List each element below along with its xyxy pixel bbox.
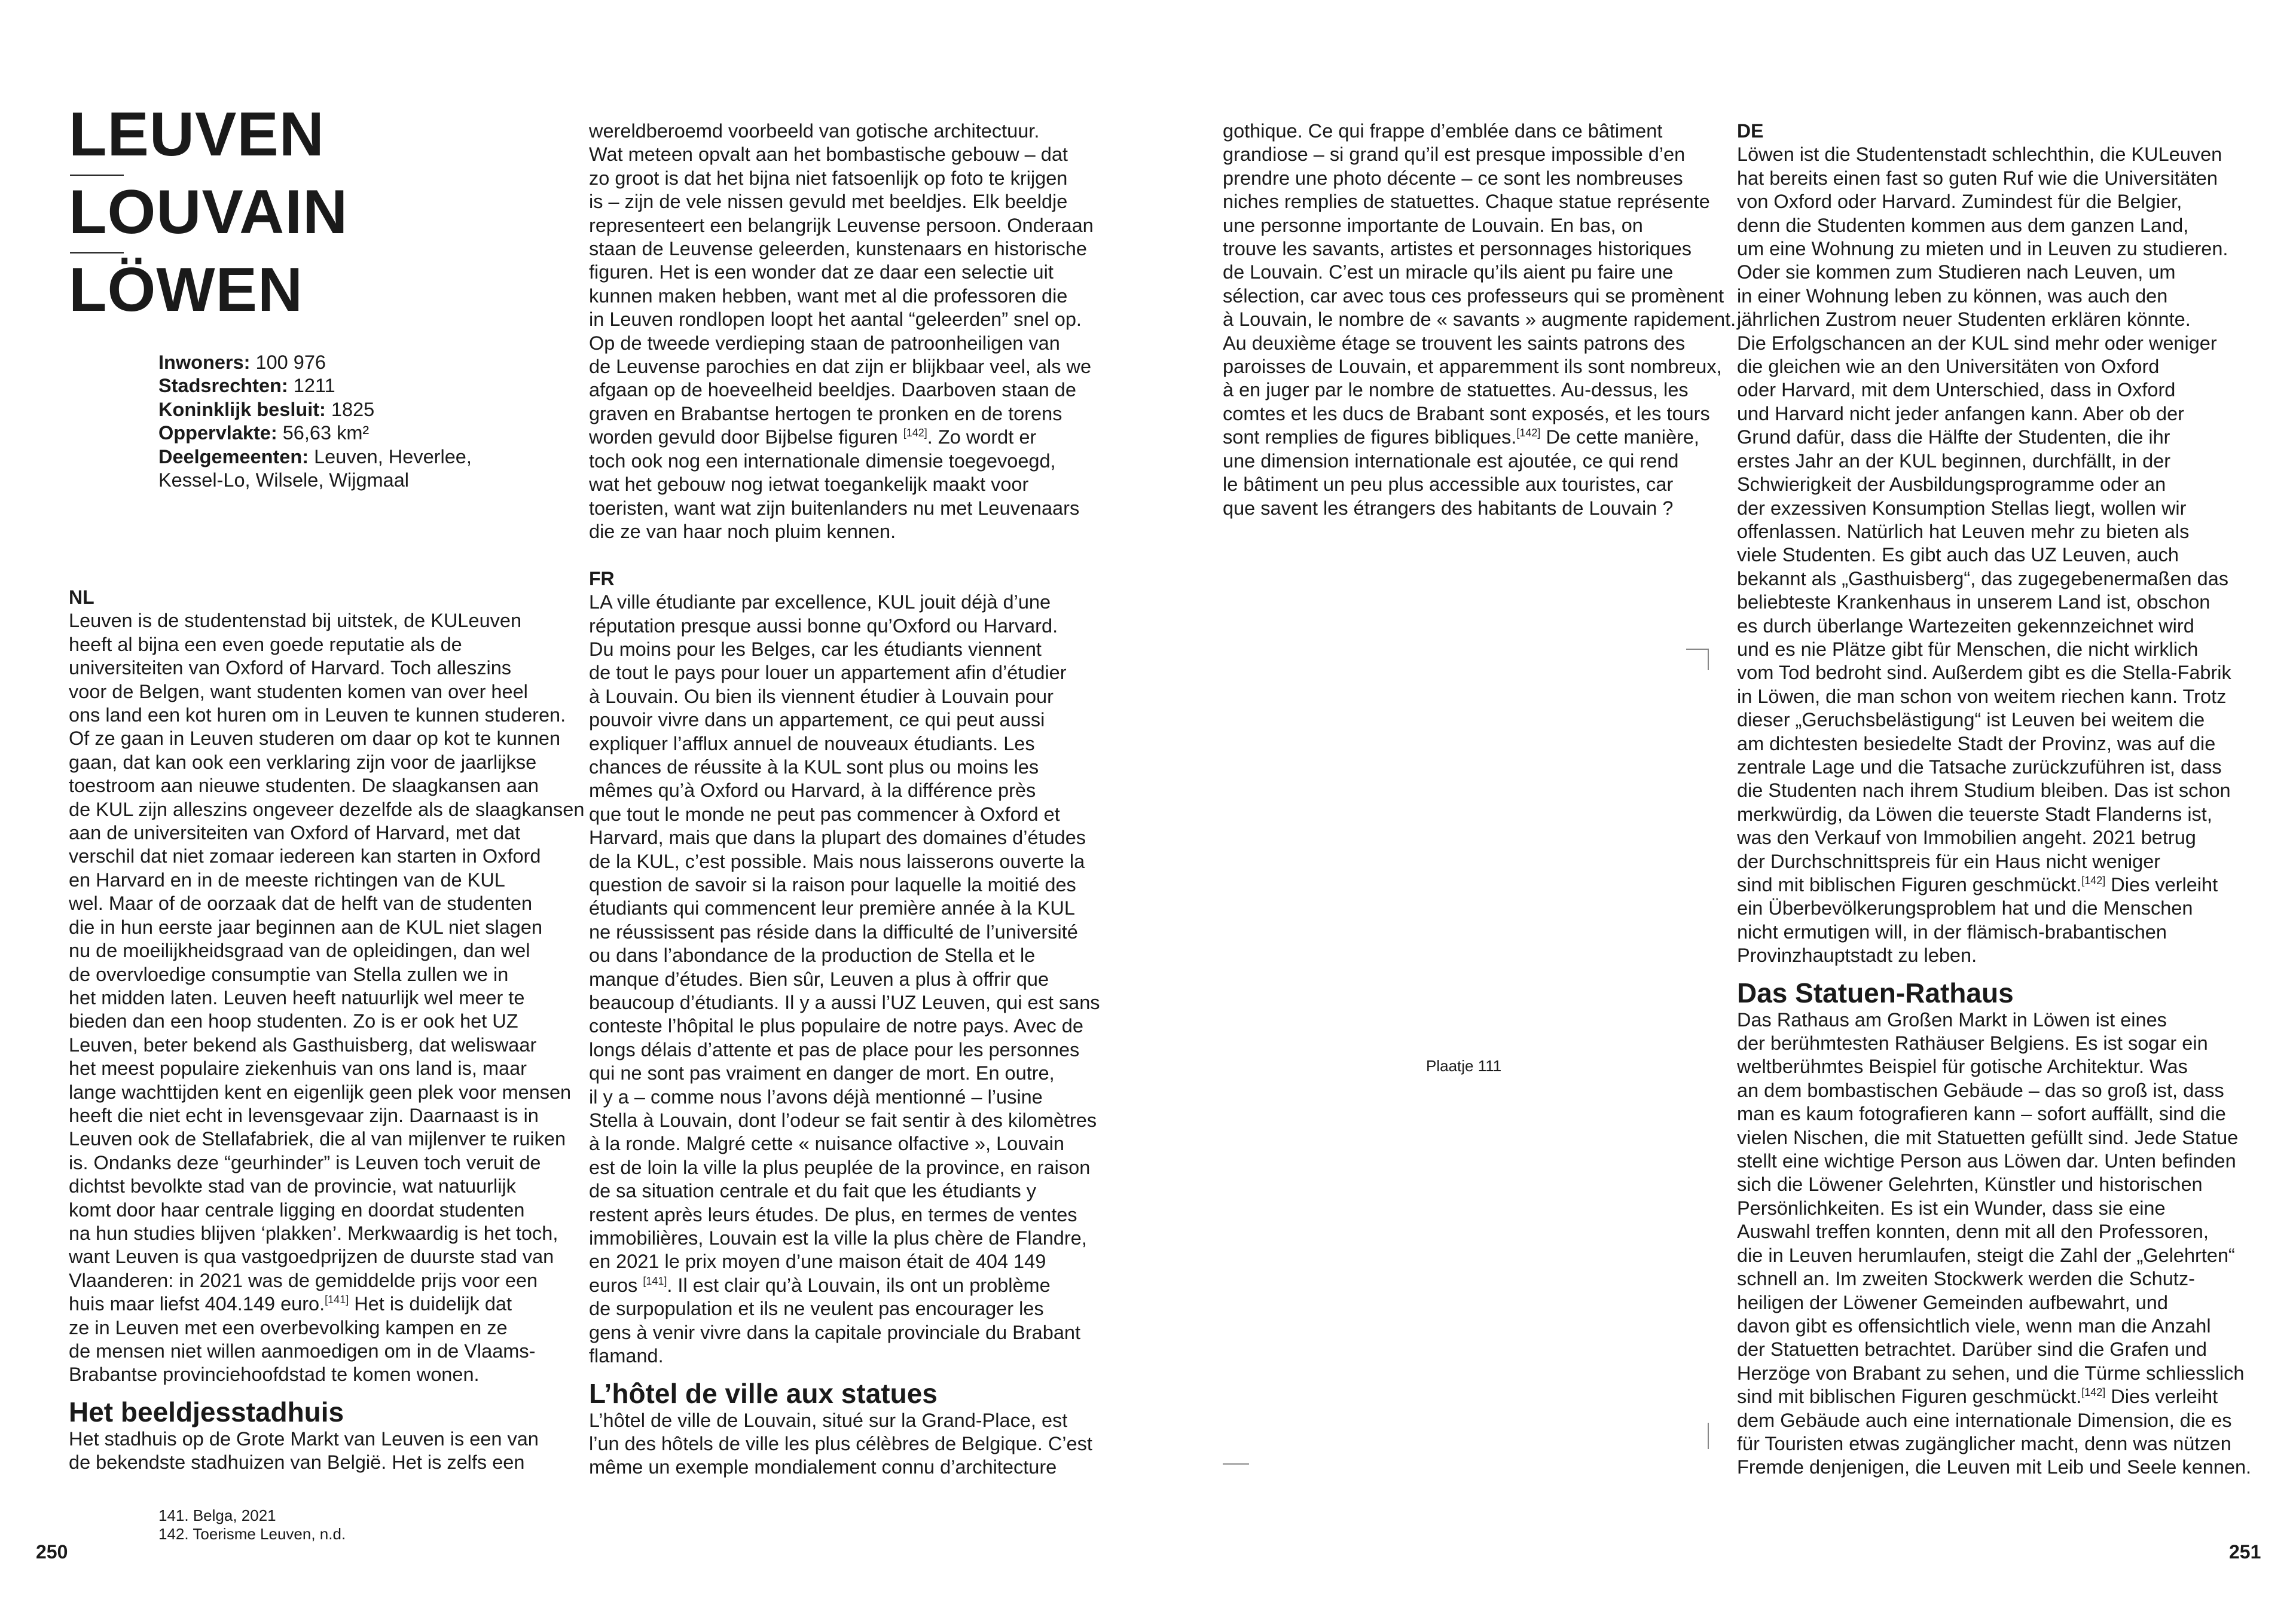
text-line: gaan, dat kan ook een verklaring zijn voor de jaarlijkse	[69, 751, 537, 773]
text-line: hat bereits einen fast so guten Ruf wie die Universitäten	[1737, 167, 2218, 189]
text-line: ons land een kot huren om in Leuven te kunnen studeren.	[69, 704, 566, 726]
text-line: sich die Löwener Gelehrten, Künstler und historischen	[1737, 1173, 2203, 1196]
text-line: Of ze gaan in Leuven studeren om daar op kot te kunnen	[69, 728, 561, 750]
de-body-end	[1737, 897, 2251, 967]
text-line: grandiose – si grand qu’il est presque impossible d’en	[1223, 143, 1686, 166]
text-line: kunnen maken hebben, want met al die professoren die	[589, 285, 1068, 307]
fr-body	[589, 591, 1100, 1274]
text-line: une personne importante de Louvain. En bas, on	[1223, 214, 1643, 236]
text-line: in Löwen, die man schon von weitem riechen kann. Trotz	[1737, 685, 2227, 707]
text-line: dieser „Geruchsbelästigung“ ist Leuven bei weitem die	[1737, 709, 2205, 731]
text-line: de bekendste stadhuizen van België. Het is zelfs een	[69, 1451, 525, 1474]
text-line: de overvloedige consumptie van Stella zullen we in	[69, 963, 509, 985]
text-line: beaucoup d’étudiants. Il y a aussi l’UZ Leuven, qui est sans	[589, 992, 1100, 1014]
text-line: zentrale Lage und die Tatsache zurückzuführen ist, dass	[1737, 756, 2222, 778]
text-line: want Leuven is qua vastgoedprijzen de duurste stad van	[69, 1246, 554, 1268]
text-line: man es kaum fotografieren kann – sofort auffällt, sind die	[1737, 1103, 2226, 1125]
nl-heading-body	[69, 1428, 584, 1475]
text-line: pouvoir vivre dans un appartement, ce qui peut aussi	[589, 709, 1045, 731]
de-heading-end	[1737, 1409, 2251, 1480]
text-line: une dimension internationale est ajoutée, ce qui rend	[1223, 450, 1679, 472]
text-line: en 2021 le prix moyen d’une maison était de 404 149	[589, 1251, 1046, 1273]
text-line: am dichtesten besiedelte Stadt der Provinz, was auf die	[1737, 732, 2216, 754]
text-line: offenlassen. Natürlich hat Leuven mehr zu bieten als	[1737, 520, 2190, 542]
text-line: trouve les savants, artistes et personnages historiques	[1223, 238, 1692, 260]
text-line: voor de Belgen, want studenten komen van over heel	[69, 680, 528, 702]
text-line: der exzessiven Konsumption Stellas liegt, wollen wir	[1737, 497, 2187, 519]
page-number-right: 251	[2229, 1541, 2261, 1563]
text-line: mêmes qu’à Oxford ou Harvard, à la différence près	[589, 780, 1036, 802]
text-line: à en juger par le nombre de statuettes. Au-dessus, les	[1223, 379, 1689, 401]
text-line: Schwierigkeit der Ausbildungsprogramme oder an	[1737, 473, 2166, 496]
de-body-line: sind mit biblischen Figuren geschmückt.[142] Dies verleiht	[1737, 874, 2218, 895]
text-line: Du moins pour les Belges, car les étudiants viennent	[589, 638, 1042, 660]
lang-label-de: DE	[1737, 120, 1764, 142]
text-line: aan de universiteiten van Oxford of Harvard, met dat	[69, 822, 521, 844]
text-line: ein Überbevölkerungsproblem hat und die Menschen	[1737, 897, 2193, 919]
text-line: Au deuxième étage se trouvent les saints patrons des	[1223, 332, 1686, 354]
text-line: jährlichen Zustrom neuer Studenten erklären könnte.	[1737, 308, 2191, 331]
text-line: die in Leuven herumlaufen, steigt die Zahl der „Gelehrten“	[1737, 1244, 2235, 1266]
city-facts	[158, 351, 472, 492]
page-number-left: 250	[36, 1541, 68, 1563]
text-line: LA ville étudiante par excellence, KUL jouit déjà d’une	[589, 591, 1051, 613]
text-line: der berühmtesten Rathäuser Belgiens. Es ist sogar ein	[1737, 1032, 2208, 1055]
text-line: Stella à Louvain, dont l’odeur se fait sentir à des kilomètres	[589, 1109, 1097, 1132]
text-line: à Louvain, le nombre de « savants » augmente rapidement.	[1223, 308, 1736, 331]
text-line: in einer Wohnung leben zu können, was auch den	[1737, 285, 2168, 307]
text-line: figuren. Het is een wonder dat ze daar een selectie uit	[589, 261, 1054, 283]
fr2-body-end	[1223, 450, 1736, 520]
text-line: der Durchschnittspreis für ein Haus nicht weniger	[1737, 850, 2161, 872]
text-line: bieden dan een hoop studenten. Zo is er ook het UZ	[69, 1010, 518, 1032]
image-crop-mark	[1686, 649, 1708, 650]
text-line: dichtst bevolkte stad van de provincie, wat natuurlijk	[69, 1175, 516, 1197]
de-heading-body	[1737, 1008, 2251, 1386]
de-heading-line: sind mit biblischen Figuren geschmückt.[142] Dies verleiht	[1737, 1386, 2218, 1408]
text-line: toch ook nog een internationale dimensie toegevoegd,	[589, 450, 1056, 472]
nl2-body-end	[589, 450, 1100, 544]
text-line: Provinzhauptstadt zu leben.	[1737, 945, 1977, 967]
text-line: restent après leurs études. De plus, en termes de ventes	[589, 1203, 1077, 1225]
text-line: de la KUL, c’est possible. Mais nous laisserons ouverte la	[589, 850, 1085, 872]
text-line: gothique. Ce qui frappe d’emblée dans ce bâtiment	[1223, 120, 1663, 142]
text-line: de tout le pays pour louer un appartement afin d’étudier	[589, 662, 1067, 684]
text-line: longs délais d’attente et pas de place pour les personnes	[589, 1038, 1080, 1060]
text-line: Wat meteen opvalt aan het bombastische gebouw – dat	[589, 143, 1068, 166]
text-line: Het stadhuis op de Grote Markt van Leuven is een van	[69, 1428, 539, 1450]
text-line: paroisses de Louvain, et apparemment ils sont nombreux,	[1223, 356, 1722, 378]
nl-body	[69, 609, 584, 1292]
text-line: L’hôtel de ville de Louvain, situé sur la Grand-Place, est	[589, 1409, 1068, 1431]
title-louvain: LOUVAIN	[69, 178, 349, 247]
footnotes	[158, 1506, 346, 1543]
heading-fr: L’hôtel de ville aux statues	[589, 1377, 938, 1409]
text-line: ze in Leuven met een overbevolking kampen en ze	[69, 1316, 508, 1338]
text-line: Herzöge von Brabant zu sehen, und die Türme schliesslich	[1737, 1362, 2245, 1384]
text-line: vom Tod bedroht sind. Außerdem gibt es die Stella-Fabrik	[1737, 662, 2231, 684]
text-line: toestroom aan nieuwe studenten. De slaagkansen aan	[69, 775, 539, 797]
text-line: l’un des hôtels de ville les plus célèbres de Belgique. C’est	[589, 1432, 1092, 1454]
text-line: chances de réussite à la KUL sont plus ou moins les	[589, 756, 1039, 778]
title-rule-2	[70, 252, 124, 253]
fr-body-line: euros [141]. Il est clair qu’à Louvain, ils ont un problème	[589, 1274, 1051, 1296]
text-line: ne réussissent pas réside dans la difficulté de l’université	[589, 921, 1078, 943]
text-line: réputation presque aussi bonne qu’Oxford ou Harvard.	[589, 615, 1058, 637]
text-line: Persönlichkeiten. Es ist ein Wunder, dass sie eine	[1737, 1197, 2166, 1219]
text-line: is. Ondanks deze “geurhinder” is Leuven toch veruit de	[69, 1151, 541, 1173]
fact-row: Deelgemeenten: Leuven, Heverlee,	[158, 445, 472, 467]
fact-row: Inwoners: 100 976	[158, 352, 326, 373]
text-line: nu de moeilijkheidsgraad van de opleidingen, dan wel	[69, 940, 530, 962]
text-line: Oder sie kommen zum Studieren nach Leuven, um	[1737, 261, 2176, 283]
text-line: niches remplies de statuettes. Chaque statue représente	[1223, 191, 1710, 213]
footnote: 142. Toerisme Leuven, n.d.	[158, 1525, 346, 1543]
text-line: an dem bombastischen Gebäude – das so groß ist, dass	[1737, 1079, 2224, 1101]
text-line: zo groot is dat het bijna niet fatsoenlijk op foto te krijgen	[589, 167, 1068, 189]
text-line: representeert een belangrijk Leuvense persoon. Onderaan	[589, 214, 1094, 236]
text-line: lange wachttijden kent en eigenlijk geen plek voor mensen	[69, 1081, 572, 1103]
text-line: und Harvard nicht jeder anfangen kann. Aber ob der	[1737, 402, 2185, 424]
text-line: ou dans l’abondance de la production de Stella et le	[589, 945, 1036, 967]
text-line: toeristen, want wat zijn buitenlanders nu met Leuvenaars	[589, 497, 1080, 519]
text-line: die gleichen wie an den Universitäten von Oxford	[1737, 356, 2160, 378]
text-line: Leuven ook de Stellafabriek, die al van mijlenver te ruiken	[69, 1128, 566, 1150]
text-line: heiligen der Löwener Gemeinden aufbewahrt, und	[1737, 1291, 2168, 1313]
text-line: Vlaanderen: in 2021 was de gemiddelde prijs voor een	[69, 1269, 538, 1291]
text-line: universiteiten van Oxford of Harvard. Toch alleszins	[69, 657, 512, 679]
text-line: die ze van haar noch pluim kennen.	[589, 520, 896, 542]
text-line: Auswahl treffen konnten, denn mit all den Professoren,	[1737, 1221, 2209, 1243]
text-line: Leuven, beter bekend als Gasthuisberg, dat weliswaar	[69, 1034, 537, 1056]
text-line: komt door haar centrale ligging en doordat studenten	[69, 1199, 525, 1221]
text-line: que savent les étrangers des habitants de Louvain ?	[1223, 497, 1674, 519]
fr2-body	[1223, 120, 1736, 426]
text-line: was den Verkauf von Immobilien angeht. 2021 betrug	[1737, 827, 2196, 849]
text-line: schnell an. Im zweiten Stockwerk werden die Schutz-	[1737, 1268, 2195, 1290]
text-line: comtes et les ducs de Brabant sont exposés, et les tours	[1223, 402, 1710, 424]
text-line: de surpopulation et ils ne veulent pas encourager les	[589, 1298, 1044, 1320]
text-line: en Harvard en in de meeste richtingen van de KUL	[69, 869, 505, 891]
nl-body-line: huis maar liefst 404.149 euro.[141] Het is duidelijk dat	[69, 1293, 512, 1315]
text-line: Grund dafür, dass die Hälfte der Studenten, die ihr	[1737, 426, 2170, 448]
text-line: und es nie Plätze gibt für Menschen, die nicht wirklich	[1737, 638, 2199, 660]
text-line: es durch überlange Wartezeiten gekennzeichnet wird	[1737, 615, 2194, 637]
text-line: vielen Nischen, die mit Statuetten gefüllt sind. Jede Statue	[1737, 1126, 2239, 1148]
column-nl-fr	[589, 120, 1100, 1480]
text-line: erstes Jahr an der KUL beginnen, durchfällt, in der	[1737, 450, 2171, 472]
text-line: davon gibt es offensichtlich viele, wenn man die Anzahl	[1737, 1315, 2211, 1337]
text-line: oder Harvard, mit dem Unterschied, dass in Oxford	[1737, 379, 2176, 401]
nl-body-end	[69, 1316, 584, 1387]
text-line: conteste l’hôpital le plus populaire de notre pays. Avec de	[589, 1015, 1083, 1037]
text-line: Das Rathaus am Großen Markt in Löwen ist eines	[1737, 1008, 2167, 1031]
text-line: is – zijn de vele nissen gevuld met beeldjes. Elk beeldje	[589, 191, 1068, 213]
text-line: à Louvain. Ou bien ils viennent étudier à Louvain pour	[589, 685, 1054, 707]
text-line: um eine Wohnung zu mieten und in Leuven zu studieren.	[1737, 238, 2228, 260]
text-line: die in hun eerste jaar beginnen aan de KUL niet slagen	[69, 916, 543, 938]
text-line: question de savoir si la raison pour laquelle la moitié des	[589, 873, 1076, 895]
text-line: de sa situation centrale et du fait que les étudiants y	[589, 1180, 1036, 1202]
text-line: denn die Studenten kommen aus dem ganzen Land,	[1737, 214, 2189, 236]
text-line: merkwürdig, da Löwen die teuerste Stadt Flanderns ist,	[1737, 803, 2212, 825]
fact-row-cont: Kessel-Lo, Wilsele, Wijgmaal	[158, 469, 410, 491]
text-line: Brabantse provinciehoofdstad te komen wonen.	[69, 1364, 480, 1386]
column-nl	[69, 586, 584, 1475]
text-line: que tout le monde ne peut pas commencer à Oxford et	[589, 803, 1060, 825]
fact-row: Koninklijk besluit: 1825	[158, 398, 375, 420]
text-line: qui ne sont pas vraiment en danger de mort. En outre,	[589, 1062, 1055, 1084]
heading-nl: Het beeldjesstadhuis	[69, 1396, 344, 1428]
image-crop-mark	[1223, 1463, 1249, 1465]
fr-body-end	[589, 1297, 1100, 1368]
lang-label-nl: NL	[69, 586, 94, 608]
text-line: Leuven is de studentenstad bij uitstek, de KULeuven	[69, 610, 522, 632]
text-line: wat het gebouw nog ietwat toegankelijk maakt voor	[589, 473, 1029, 496]
text-line: Fremde denjenigen, die Leuven mit Leib und Seele kennen.	[1737, 1456, 2252, 1478]
text-line: même un exemple mondialement connu d’architecture	[589, 1456, 1057, 1478]
text-line: immobilières, Louvain est la ville la plus chère de Flandre,	[589, 1227, 1087, 1249]
text-line: étudiants qui commencent leur première année à la KUL	[589, 897, 1075, 919]
title-rule-1	[70, 175, 124, 176]
nl2-body	[589, 120, 1100, 426]
text-line: de mensen niet willen aanmoedigen om in de Vlaams-	[69, 1340, 536, 1362]
column-fr-cont	[1223, 120, 1736, 520]
text-line: wereldberoemd voorbeeld van gotische architectuur.	[589, 120, 1040, 142]
text-line: stellt eine wichtige Person aus Löwen dar. Unten befinden	[1737, 1150, 2236, 1172]
text-line: prendre une photo décente – ce sont les nombreuses	[1223, 167, 1683, 189]
text-line: de Louvain. C’est un miracle qu’ils aient pu faire une	[1223, 261, 1674, 283]
text-line: dem Gebäude auch eine internationale Dimension, die es	[1737, 1409, 2232, 1431]
text-line: heeft al bijna een even goede reputatie als de	[69, 633, 462, 655]
fact-row: Stadsrechten: 1211	[158, 375, 335, 397]
text-line: manque d’études. Bien sûr, Leuven a plus à offrir que	[589, 968, 1049, 990]
text-line: von Oxford oder Harvard. Zumindest für die Belgier,	[1737, 191, 2182, 213]
text-line: die Studenten nach ihrem Studium bleiben. Das ist schon	[1737, 780, 2231, 802]
text-line: het meest populaire ziekenhuis van ons land is, maar	[69, 1057, 527, 1080]
text-line: graven en Brabantse hertogen te pronken en de torens	[589, 402, 1062, 424]
heading-de: Das Statuen-Rathaus	[1737, 977, 2014, 1008]
text-line: Harvard, mais que dans la plupart des domaines d’études	[589, 827, 1086, 849]
text-line: bekannt als „Gasthuisberg“, das zugegebenermaßen das	[1737, 567, 2229, 589]
image-caption: Plaatje 111	[1426, 1057, 1502, 1075]
text-line: heeft die niet echt in levensgevaar zijn. Daarnaast is in	[69, 1104, 539, 1126]
fr-heading-body	[589, 1409, 1100, 1480]
text-line: expliquer l’afflux annuel de nouveaux étudiants. Les	[589, 732, 1035, 754]
text-line: le bâtiment un peu plus accessible aux touristes, car	[1223, 473, 1674, 496]
text-line: der Statuetten betrachtet. Darüber sind die Grafen und	[1737, 1338, 2207, 1361]
text-line: für Touristen etwas zugänglicher macht, denn was nützen	[1737, 1432, 2231, 1454]
text-line: il y a – comme nous l’avons déjà mentionné – l’usine	[589, 1086, 1043, 1108]
lang-label-fr: FR	[589, 567, 615, 589]
text-line: Op de tweede verdieping staan de patroonheiligen van	[589, 332, 1060, 354]
text-line: weltberühmtes Beispiel für gotische Architektur. Was	[1737, 1056, 2188, 1078]
text-line: gens à venir vivre dans la capitale provinciale du Brabant	[589, 1321, 1081, 1343]
text-line: na hun studies blijven ‘plakken’. Merkwaardig is het toch,	[69, 1222, 558, 1244]
text-line: est de loin la ville la plus peuplée de la province, en raison	[589, 1156, 1091, 1178]
column-de	[1737, 120, 2251, 1480]
text-line: wel. Maar of de oorzaak dat de helft van de studenten	[69, 893, 533, 915]
de-body	[1737, 143, 2251, 873]
footnote: 141. Belga, 2021	[158, 1506, 276, 1524]
text-line: het midden laten. Leuven heeft natuurlijk wel meer te	[69, 986, 525, 1008]
text-line: Löwen ist die Studentenstadt schlechthin, die KULeuven	[1737, 143, 2222, 166]
fact-row: Oppervlakte: 56,63 km²	[158, 422, 370, 444]
text-line: de Leuvense parochies en dat zijn er blijkbaar veel, als we	[589, 356, 1092, 378]
text-line: à la ronde. Malgré cette « nuisance olfactive », Louvain	[589, 1133, 1064, 1155]
text-line: sélection, car avec tous ces professeurs qui se promènent	[1223, 285, 1724, 307]
text-line: nicht ermutigen will, in der flämisch-brabantischen	[1737, 921, 2167, 943]
text-line: de KUL zijn alleszins ongeveer dezelfde als de slaagkansen	[69, 798, 585, 820]
fr2-body-line: sont remplies de figures bibliques.[142] De cette manière,	[1223, 426, 1699, 448]
text-line: staan de Leuvense geleerden, kunstenaars en historische	[589, 238, 1087, 260]
title-leuven: LEUVEN	[69, 100, 325, 169]
text-line: flamand.	[589, 1345, 664, 1367]
title-lowen: LÖWEN	[69, 255, 304, 325]
image-crop-mark	[1708, 649, 1709, 670]
text-line: Die Erfolgschancen an der KUL sind mehr oder weniger	[1737, 332, 2217, 354]
nl2-body-line: worden gevuld door Bijbelse figuren [142]. Zo wordt er	[589, 426, 1037, 448]
image-crop-mark	[1708, 1423, 1709, 1449]
text-line: in Leuven rondlopen loopt het aantal “geleerden” snel op.	[589, 308, 1082, 331]
text-line: beliebteste Krankenhaus in unserem Land ist, obschon	[1737, 591, 2210, 613]
text-line: afgaan op de hoeveelheid beeldjes. Daarboven staan de	[589, 379, 1076, 401]
text-line: verschil dat niet zomaar iedereen kan starten in Oxford	[69, 845, 541, 867]
text-line: viele Studenten. Es gibt auch das UZ Leuven, auch	[1737, 544, 2179, 566]
